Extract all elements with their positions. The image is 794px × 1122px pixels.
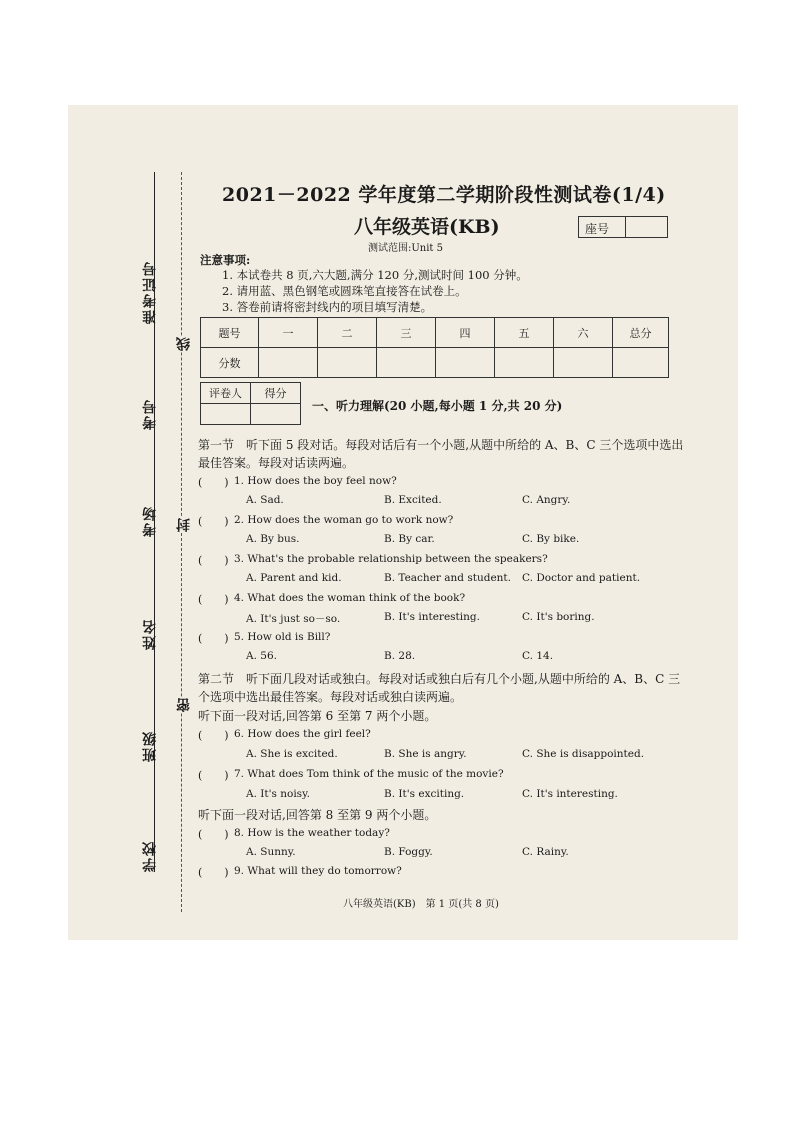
answer-blank[interactable]: ( ) [198, 593, 229, 606]
seat-number-box [578, 216, 668, 238]
option-b: B. She is angry. [384, 748, 467, 760]
option-a: A. It's just so－so. [246, 613, 341, 625]
option-c: C. It's interesting. [522, 788, 618, 800]
seal-char-secret: 密 [176, 698, 192, 712]
part1-title: 一、听力理解(20 小题,每小题 1 分,共 20 分) [312, 399, 563, 413]
grader-box [200, 382, 301, 425]
label-exam-number: 考号 [142, 398, 158, 430]
score-header: 总分 [613, 318, 669, 348]
question-text: 5. How old is Bill? [234, 631, 331, 643]
score-header: 二 [318, 318, 377, 348]
test-range: 测试范围:Unit 5 [368, 243, 443, 254]
question-text: 2. How does the woman go to work now? [234, 514, 454, 526]
group-instruction: 听下面一段对话,回答第 8 至第 9 两个小题。 [198, 808, 437, 822]
seat-label: 座号 [585, 222, 610, 236]
score-value-row [201, 348, 669, 378]
answer-blank[interactable]: ( ) [198, 866, 229, 879]
note-item: 2. 请用蓝、黑色钢笔或圆珠笔直接答在试卷上。 [222, 284, 467, 298]
answer-blank[interactable]: ( ) [198, 632, 229, 645]
option-b: B. Foggy. [384, 846, 433, 858]
score-header: 五 [495, 318, 554, 348]
answer-blank[interactable]: ( ) [198, 476, 229, 489]
score-header: 题号 [201, 318, 259, 348]
option-b: B. By car. [384, 533, 435, 545]
label-name: 姓名 [142, 618, 158, 650]
score-header: 四 [436, 318, 495, 348]
answer-blank[interactable]: ( ) [198, 729, 229, 742]
label-exam-id: 准考证号 [142, 260, 158, 324]
option-a: A. By bus. [246, 533, 300, 545]
grader-cell[interactable] [201, 404, 251, 425]
question-text: 1. How does the boy feel now? [234, 475, 397, 487]
question-text: 7. What does Tom think of the music of the movie? [234, 768, 504, 780]
section1-instruction: 第一节 听下面 5 段对话。每段对话后有一个小题,从题中所给的 A、B、C 三个选项中选出 [198, 438, 684, 452]
question-text: 8. How is the weather today? [234, 827, 390, 839]
score-label: 得分 [251, 383, 301, 404]
answer-blank[interactable]: ( ) [198, 554, 229, 567]
option-c: C. Angry. [522, 494, 571, 506]
score-cell[interactable] [318, 348, 377, 378]
option-c: C. By bike. [522, 533, 580, 545]
score-header: 六 [554, 318, 613, 348]
page-footer: 八年级英语(KB) 第 1 页(共 8 页) [343, 899, 499, 910]
seal-line [181, 172, 182, 912]
answer-blank[interactable]: ( ) [198, 828, 229, 841]
option-c: C. 14. [522, 650, 554, 662]
answer-blank[interactable]: ( ) [198, 769, 229, 782]
option-b: B. It's exciting. [384, 788, 465, 800]
option-a: A. Sunny. [246, 846, 296, 858]
score-cell[interactable] [554, 348, 613, 378]
option-a: A. 56. [246, 650, 277, 662]
label-school: 学校 [142, 840, 158, 872]
score-table [200, 317, 669, 378]
score-row-label: 分数 [201, 348, 259, 378]
seal-char-seal: 封 [176, 518, 192, 532]
notes-heading: 注意事项: [200, 253, 251, 267]
option-c: C. Rainy. [522, 846, 569, 858]
question-text: 9. What will they do tomorrow? [234, 865, 402, 877]
option-a: A. It's noisy. [246, 788, 310, 800]
score-cell[interactable] [436, 348, 495, 378]
score-cell[interactable] [377, 348, 436, 378]
seal-char-line: 线 [176, 337, 192, 351]
label-class: 班级 [142, 730, 158, 762]
note-item: 3. 答卷前请将密封线内的项目填写清楚。 [222, 300, 433, 314]
section1-instruction: 最佳答案。每段对话读两遍。 [198, 456, 355, 470]
exam-subtitle: 八年级英语(KB) [354, 216, 500, 238]
grader-label: 评卷人 [201, 383, 251, 404]
answer-blank[interactable]: ( ) [198, 515, 229, 528]
score-cell[interactable] [613, 348, 669, 378]
score-header: 一 [259, 318, 318, 348]
option-b: B. 28. [384, 650, 416, 662]
score-header: 三 [377, 318, 436, 348]
seat-input[interactable] [625, 217, 668, 237]
option-c: C. Doctor and patient. [522, 572, 641, 584]
option-a: A. She is excited. [246, 748, 338, 760]
option-b: B. Teacher and student. [384, 572, 511, 584]
option-b: B. Excited. [384, 494, 442, 506]
score-header-row [201, 318, 669, 348]
option-c: C. She is disappointed. [522, 748, 645, 760]
option-a: A. Sad. [246, 494, 284, 506]
score-cell[interactable] [259, 348, 318, 378]
question-text: 3. What's the probable relationship between the speakers? [234, 553, 548, 565]
group-instruction: 听下面一段对话,回答第 6 至第 7 两个小题。 [198, 709, 437, 723]
question-text: 4. What does the woman think of the book? [234, 592, 466, 604]
label-exam-room: 考场 [142, 505, 158, 537]
score-cell[interactable] [251, 404, 301, 425]
exam-title: 2021－2022 学年度第二学期阶段性测试卷(1/4) [222, 184, 666, 206]
question-text: 6. How does the girl feel? [234, 728, 371, 740]
section2-instruction: 个选项中选出最佳答案。每段对话或独白读两遍。 [198, 690, 463, 704]
option-a: A. Parent and kid. [246, 572, 342, 584]
note-item: 1. 本试卷共 8 页,六大题,满分 120 分,测试时间 100 分钟。 [222, 268, 528, 282]
section2-instruction: 第二节 听下面几段对话或独白。每段对话或独白后有几个小题,从题中所给的 A、B、C 三 [198, 672, 681, 686]
score-cell[interactable] [495, 348, 554, 378]
option-b: B. It's interesting. [384, 611, 480, 623]
option-c: C. It's boring. [522, 611, 595, 623]
